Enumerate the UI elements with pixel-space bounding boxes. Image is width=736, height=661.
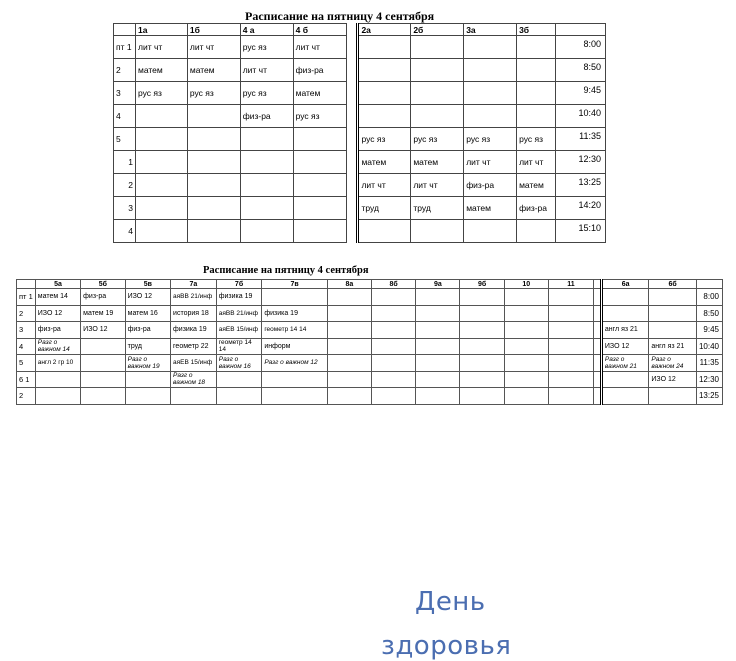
lesson-cell: [411, 105, 464, 128]
column-gap: [594, 388, 602, 405]
lesson-number: 6 1: [17, 371, 36, 388]
lesson-cell: [517, 82, 556, 105]
lesson-cell: Разг о важном 19: [125, 355, 170, 372]
lesson-cell: [358, 220, 411, 243]
lesson-cell: [81, 338, 125, 355]
lesson-cell: лит чт: [411, 174, 464, 197]
lesson-cell: лит чт: [240, 59, 293, 82]
lesson-cell: [262, 371, 327, 388]
lesson-cell: ИЗО 12: [125, 289, 170, 306]
lesson-number: 2: [114, 59, 136, 82]
lesson-number: 3: [114, 82, 136, 105]
lesson-cell: [293, 174, 346, 197]
class-header: 6б: [649, 280, 696, 289]
lesson-cell: [187, 197, 240, 220]
lesson-number: 2: [17, 305, 36, 322]
lesson-cell: [460, 355, 504, 372]
bottom-schedule-title: Расписание на пятницу 4 сентября: [203, 265, 369, 276]
lesson-number: 4: [114, 220, 136, 243]
class-header: 7б: [216, 280, 262, 289]
class-header: 4 а: [240, 24, 293, 36]
lesson-cell: матем: [135, 59, 187, 82]
lesson-cell: матем 19: [81, 305, 125, 322]
lesson-row: [17, 388, 723, 405]
lesson-time: 10:40: [556, 105, 606, 128]
lesson-cell: [464, 220, 517, 243]
lesson-cell: история 18: [171, 305, 217, 322]
lesson-cell: [327, 305, 371, 322]
lesson-cell: Разг о важном 18: [171, 371, 217, 388]
lesson-time: 13:25: [696, 388, 722, 405]
lesson-cell: [135, 197, 187, 220]
lesson-cell: [135, 105, 187, 128]
lesson-cell: [262, 289, 327, 306]
lesson-cell: матем: [187, 59, 240, 82]
lesson-cell: лит чт: [135, 36, 187, 59]
lesson-cell: [293, 128, 346, 151]
lesson-cell: [135, 174, 187, 197]
header-corner: [17, 280, 36, 289]
lesson-cell: [327, 371, 371, 388]
lesson-cell: [548, 289, 593, 306]
class-header: 7а: [171, 280, 217, 289]
class-header: 10: [504, 280, 548, 289]
lesson-cell: англ яз 21: [601, 322, 649, 339]
lesson-number: пт 1: [114, 36, 136, 59]
lesson-cell: [416, 355, 460, 372]
lesson-cell: аяВВ 21/инф: [216, 305, 262, 322]
lesson-cell: [460, 322, 504, 339]
lesson-time: 14:20: [556, 197, 606, 220]
lesson-cell: [372, 322, 416, 339]
lesson-cell: [81, 371, 125, 388]
lesson-cell: ИЗО 12: [649, 371, 696, 388]
lesson-time: 8:00: [556, 36, 606, 59]
lesson-cell: [460, 388, 504, 405]
lesson-cell: лит чт: [517, 151, 556, 174]
lesson-cell: рус яз: [240, 36, 293, 59]
lesson-cell: [358, 59, 411, 82]
column-gap: [346, 220, 358, 243]
lesson-number: 4: [17, 338, 36, 355]
lesson-cell: [416, 322, 460, 339]
lesson-cell: [372, 371, 416, 388]
lesson-row: [114, 105, 606, 128]
lesson-cell: [504, 289, 548, 306]
column-gap: [346, 82, 358, 105]
lesson-cell: [548, 355, 593, 372]
lesson-cell: англ 2 гр 10: [35, 355, 80, 372]
lesson-cell: рус яз: [240, 82, 293, 105]
lesson-cell: [327, 388, 371, 405]
lesson-cell: [649, 305, 696, 322]
lesson-cell: [464, 105, 517, 128]
lesson-cell: [358, 82, 411, 105]
lesson-cell: [649, 289, 696, 306]
lesson-cell: [262, 388, 327, 405]
column-gap: [346, 24, 358, 36]
lesson-row: [17, 289, 723, 306]
lesson-cell: физ-ра: [464, 174, 517, 197]
lesson-cell: физ-ра: [293, 59, 346, 82]
lesson-time: 12:30: [556, 151, 606, 174]
lesson-cell: [460, 305, 504, 322]
lesson-time: 11:35: [696, 355, 722, 372]
lesson-cell: [216, 388, 262, 405]
lesson-cell: [504, 371, 548, 388]
lesson-row: [17, 305, 723, 322]
column-gap: [594, 322, 602, 339]
lesson-cell: рус яз: [135, 82, 187, 105]
lesson-cell: физ-ра: [125, 322, 170, 339]
lesson-cell: лит чт: [293, 36, 346, 59]
class-header: 1б: [187, 24, 240, 36]
lesson-time: 8:00: [696, 289, 722, 306]
lesson-cell: лит чт: [464, 151, 517, 174]
column-gap: [346, 151, 358, 174]
lesson-cell: [81, 388, 125, 405]
class-header: 4 б: [293, 24, 346, 36]
lesson-cell: геометр 14 14: [262, 322, 327, 339]
lesson-cell: [416, 371, 460, 388]
lesson-row: [114, 151, 606, 174]
lesson-cell: [293, 220, 346, 243]
class-header: 5б: [81, 280, 125, 289]
lesson-cell: [601, 371, 649, 388]
column-gap: [346, 36, 358, 59]
lesson-cell: [125, 388, 170, 405]
lesson-cell: Разг о важном 14: [35, 338, 80, 355]
lesson-cell: [464, 82, 517, 105]
lesson-row: [17, 371, 723, 388]
lesson-cell: рус яз: [411, 128, 464, 151]
lesson-cell: аяЕВ 15/инф: [171, 355, 217, 372]
class-header: 11: [548, 280, 593, 289]
lesson-cell: [187, 174, 240, 197]
lesson-time: 10:40: [696, 338, 722, 355]
lesson-cell: [81, 355, 125, 372]
class-header: 1а: [135, 24, 187, 36]
lesson-cell: [460, 289, 504, 306]
lesson-cell: [504, 355, 548, 372]
lesson-time: 9:45: [556, 82, 606, 105]
class-header: 8б: [372, 280, 416, 289]
lesson-cell: [517, 36, 556, 59]
header-row: [114, 24, 606, 36]
lesson-cell: рус яз: [464, 128, 517, 151]
lesson-cell: [416, 338, 460, 355]
class-header: 6а: [601, 280, 649, 289]
lesson-cell: Разг о важном 12: [262, 355, 327, 372]
class-header: 3а: [464, 24, 517, 36]
lesson-time: 13:25: [556, 174, 606, 197]
health-day-text-line1: День: [415, 587, 486, 617]
lesson-cell: лит чт: [358, 174, 411, 197]
lesson-cell: [125, 371, 170, 388]
lesson-cell: [649, 388, 696, 405]
lesson-row: [114, 82, 606, 105]
lesson-cell: [649, 322, 696, 339]
lesson-cell: Разг о важном 21: [601, 355, 649, 372]
column-gap: [594, 305, 602, 322]
lesson-row: [17, 355, 723, 372]
health-day-text-line2: здоровья: [381, 631, 512, 661]
column-gap: [594, 371, 602, 388]
lesson-number: 3: [114, 197, 136, 220]
lesson-cell: [416, 289, 460, 306]
lesson-cell: Разг о важном 16: [216, 355, 262, 372]
lesson-cell: [416, 388, 460, 405]
lesson-cell: матем: [517, 174, 556, 197]
lesson-cell: аяЕВ 15/инф: [216, 322, 262, 339]
lesson-number: 1: [114, 151, 136, 174]
lesson-cell: физ-ра: [81, 289, 125, 306]
top-schedule-sheet: [113, 6, 606, 234]
class-header: 5в: [125, 280, 170, 289]
lesson-cell: физика 19: [216, 289, 262, 306]
lesson-cell: [327, 289, 371, 306]
lesson-time: 8:50: [696, 305, 722, 322]
lesson-cell: [372, 338, 416, 355]
lesson-number: 2: [114, 174, 136, 197]
lesson-cell: [517, 59, 556, 82]
lesson-row: [114, 174, 606, 197]
lesson-cell: [548, 305, 593, 322]
lesson-number: пт 1: [17, 289, 36, 306]
lesson-row: [17, 322, 723, 339]
lesson-cell: [548, 371, 593, 388]
column-gap: [346, 128, 358, 151]
lesson-cell: [171, 388, 217, 405]
column-gap: [594, 280, 602, 289]
lesson-cell: [187, 105, 240, 128]
lesson-cell: [135, 128, 187, 151]
lesson-cell: [135, 151, 187, 174]
lesson-cell: физика 19: [171, 322, 217, 339]
lesson-cell: [411, 220, 464, 243]
lesson-row: [114, 36, 606, 59]
lesson-row: [114, 197, 606, 220]
lesson-cell: ИЗО 12: [35, 305, 80, 322]
lesson-cell: информ: [262, 338, 327, 355]
lesson-cell: [293, 197, 346, 220]
header-corner: [114, 24, 136, 36]
lesson-row: [114, 220, 606, 243]
lesson-cell: [464, 59, 517, 82]
lesson-cell: [372, 355, 416, 372]
lesson-number: 2: [17, 388, 36, 405]
lesson-cell: рус яз: [187, 82, 240, 105]
lesson-number: 4: [114, 105, 136, 128]
column-gap: [346, 174, 358, 197]
lesson-cell: [517, 105, 556, 128]
lesson-cell: [464, 36, 517, 59]
class-header: 5а: [35, 280, 80, 289]
bottom-schedule-sheet: [13, 260, 723, 661]
lesson-cell: [411, 59, 464, 82]
lesson-cell: физ-ра: [240, 105, 293, 128]
lesson-cell: рус яз: [517, 128, 556, 151]
lesson-number: 5: [17, 355, 36, 372]
lesson-cell: [240, 151, 293, 174]
lesson-cell: [240, 220, 293, 243]
lesson-cell: [240, 197, 293, 220]
time-header: [556, 24, 606, 36]
lesson-cell: геометр 22: [171, 338, 217, 355]
lesson-cell: матем: [358, 151, 411, 174]
lesson-cell: [372, 388, 416, 405]
lesson-number: 3: [17, 322, 36, 339]
lesson-cell: матем: [464, 197, 517, 220]
lesson-cell: англ яз 21: [649, 338, 696, 355]
lesson-row: [114, 59, 606, 82]
lesson-cell: физ-ра: [517, 197, 556, 220]
lesson-cell: [35, 388, 80, 405]
lesson-cell: [327, 338, 371, 355]
lesson-cell: [135, 220, 187, 243]
lesson-row: [17, 338, 723, 355]
lesson-cell: матем 16: [125, 305, 170, 322]
lesson-cell: [416, 305, 460, 322]
class-header: 9б: [460, 280, 504, 289]
lesson-cell: ИЗО 12: [81, 322, 125, 339]
lesson-cell: [187, 128, 240, 151]
column-gap: [346, 59, 358, 82]
column-gap: [594, 338, 602, 355]
lesson-cell: [35, 371, 80, 388]
lesson-cell: [372, 289, 416, 306]
bottom-schedule-table: [16, 279, 723, 405]
lesson-cell: [187, 151, 240, 174]
lesson-cell: [548, 322, 593, 339]
lesson-cell: труд: [125, 338, 170, 355]
lesson-cell: труд: [358, 197, 411, 220]
lesson-cell: [358, 105, 411, 128]
lesson-cell: [293, 151, 346, 174]
lesson-cell: матем 14: [35, 289, 80, 306]
lesson-cell: матем: [293, 82, 346, 105]
column-gap: [346, 105, 358, 128]
lesson-cell: [504, 322, 548, 339]
lesson-cell: физика 19: [262, 305, 327, 322]
column-gap: [594, 355, 602, 372]
class-header: 8а: [327, 280, 371, 289]
lesson-time: 9:45: [696, 322, 722, 339]
column-gap: [346, 197, 358, 220]
lesson-cell: [240, 174, 293, 197]
lesson-cell: [504, 305, 548, 322]
lesson-cell: Разг о важном 24: [649, 355, 696, 372]
lesson-cell: [411, 36, 464, 59]
lesson-cell: [327, 355, 371, 372]
lesson-number: 5: [114, 128, 136, 151]
class-header: 9а: [416, 280, 460, 289]
lesson-time: 11:35: [556, 128, 606, 151]
lesson-cell: [358, 36, 411, 59]
lesson-time: 8:50: [556, 59, 606, 82]
header-row: [17, 280, 723, 289]
lesson-cell: [372, 305, 416, 322]
lesson-cell: аяВВ 21/инф: [171, 289, 217, 306]
lesson-cell: [187, 220, 240, 243]
lesson-cell: рус яз: [358, 128, 411, 151]
lesson-row: [114, 128, 606, 151]
class-header: 7в: [262, 280, 327, 289]
lesson-cell: [504, 388, 548, 405]
lesson-cell: рус яз: [293, 105, 346, 128]
lesson-cell: лит чт: [187, 36, 240, 59]
lesson-cell: [601, 305, 649, 322]
lesson-cell: [504, 338, 548, 355]
column-gap: [594, 289, 602, 306]
class-header: 3б: [517, 24, 556, 36]
lesson-time: 12:30: [696, 371, 722, 388]
class-header: 2а: [358, 24, 411, 36]
lesson-cell: труд: [411, 197, 464, 220]
lesson-cell: [601, 388, 649, 405]
lesson-cell: геометр 14 14: [216, 338, 262, 355]
top-schedule-title: Расписание на пятницу 4 сентября: [245, 9, 435, 23]
lesson-cell: [548, 388, 593, 405]
lesson-cell: [240, 128, 293, 151]
lesson-cell: матем: [411, 151, 464, 174]
class-header: 2б: [411, 24, 464, 36]
top-schedule-table: [113, 23, 606, 243]
lesson-cell: [327, 322, 371, 339]
lesson-time: 15:10: [556, 220, 606, 243]
lesson-cell: физ-ра: [35, 322, 80, 339]
lesson-cell: [460, 338, 504, 355]
time-header: [696, 280, 722, 289]
lesson-cell: [411, 82, 464, 105]
lesson-cell: ИЗО 12: [601, 338, 649, 355]
lesson-cell: [548, 338, 593, 355]
lesson-cell: [460, 371, 504, 388]
lesson-cell: [601, 289, 649, 306]
lesson-cell: [517, 220, 556, 243]
lesson-cell: [216, 371, 262, 388]
